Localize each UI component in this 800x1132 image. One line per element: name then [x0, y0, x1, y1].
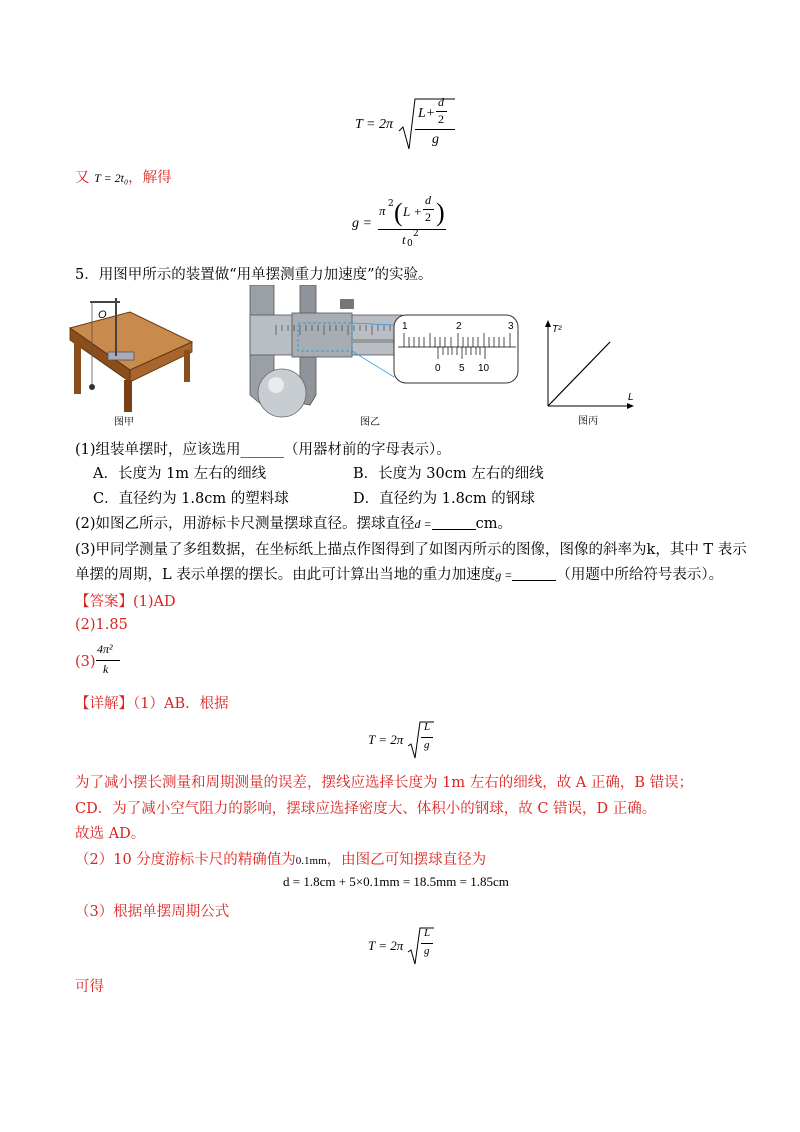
pivot-label-o: O: [98, 309, 107, 321]
detail-result: 可得: [75, 979, 104, 995]
answer-blank: [432, 515, 476, 530]
formula-period-simple-1: T = 2π L g: [368, 718, 448, 762]
detail-part-3: （3）根据单摆周期公式: [75, 904, 230, 920]
y-axis-label: T²: [552, 324, 562, 335]
detail-reason-2: CD．为了减小空气阻力的影响，摆球应选择密度大、体积小的钢球，故 C 错误，D 正确。: [75, 801, 657, 817]
answer-line-2: (2)1.85: [75, 617, 128, 633]
formula-period: T = 2π L+ d 2 g: [355, 95, 465, 155]
fig-jia-caption: 图甲: [114, 417, 134, 428]
detail-part-2: （2）10 分度游标卡尺的精确值为0.1mm，由图乙可知摆球直径为: [75, 852, 487, 868]
vernier-label-0: 0: [435, 363, 441, 374]
vernier-label-5: 5: [459, 363, 465, 374]
main-scale-label-3: 3: [508, 321, 514, 332]
main-scale-label-2: 2: [456, 321, 462, 332]
figure-jia: [68, 290, 196, 430]
option-d: D．直径约为 1.8cm 的钢球: [353, 491, 535, 507]
formula-diameter: d = 1.8cm + 5×0.1mm = 18.5mm = 1.85cm: [283, 874, 509, 889]
question-3-line-1: (3)甲同学测量了多组数据，在坐标纸上描点作图得到了如图丙所示的图像，图像的斜率为k，其中 T 表示: [75, 542, 747, 558]
x-axis-label: L: [628, 392, 634, 403]
answer-line-3: (3) 4π² k: [75, 640, 135, 684]
formula-gravity: g = π 2 ( L + d 2 ) t 0 2: [352, 193, 445, 249]
answer-line-1: 【答案】(1)AD: [75, 594, 176, 610]
figure-bing-graph: [536, 318, 646, 430]
question-stem: 5．用图甲所示的装置做“用单摆测重力加速度”的实验。: [75, 267, 433, 283]
question-3-line-2: 单摆的周期，L 表示单摆的摆长。由此可计算出当地的重力加速度g = （用题中所给符号表示）。: [75, 567, 724, 583]
vernier-label-10: 10: [478, 363, 490, 374]
answer-blank: [512, 566, 556, 581]
fig-bing-caption: 图丙: [578, 416, 598, 427]
detail-reason-1: 为了减小摆长测量和周期测量的误差，摆线应选择长度为 1m 左右的细线，故 A 正确，B 错误；: [75, 775, 694, 791]
option-b: B．长度为 30cm 左右的细线: [353, 466, 544, 482]
option-a: A．长度为 1m 左右的细线: [93, 466, 267, 482]
derivation-line: 又 T = 2t₀，解得: [75, 170, 172, 186]
question-2: (2)如图乙所示，用游标卡尺测量摆球直径。摆球直径d = cm。: [75, 516, 513, 532]
question-1: (1)组装单摆时，应该选用______（用器材前的字母表示）。: [75, 442, 451, 458]
detail-heading: 【详解】（1）AB．根据: [75, 696, 229, 712]
formula-period-simple-2: T = 2π L g: [368, 924, 448, 968]
detail-conclusion: 故选 AD。: [75, 826, 146, 842]
main-scale-label-1: 1: [402, 321, 408, 332]
fig-yi-caption: 图乙: [360, 417, 380, 428]
figure-yi-caliper: [232, 285, 522, 430]
option-c: C．直径约为 1.8cm 的塑料球: [93, 491, 289, 507]
